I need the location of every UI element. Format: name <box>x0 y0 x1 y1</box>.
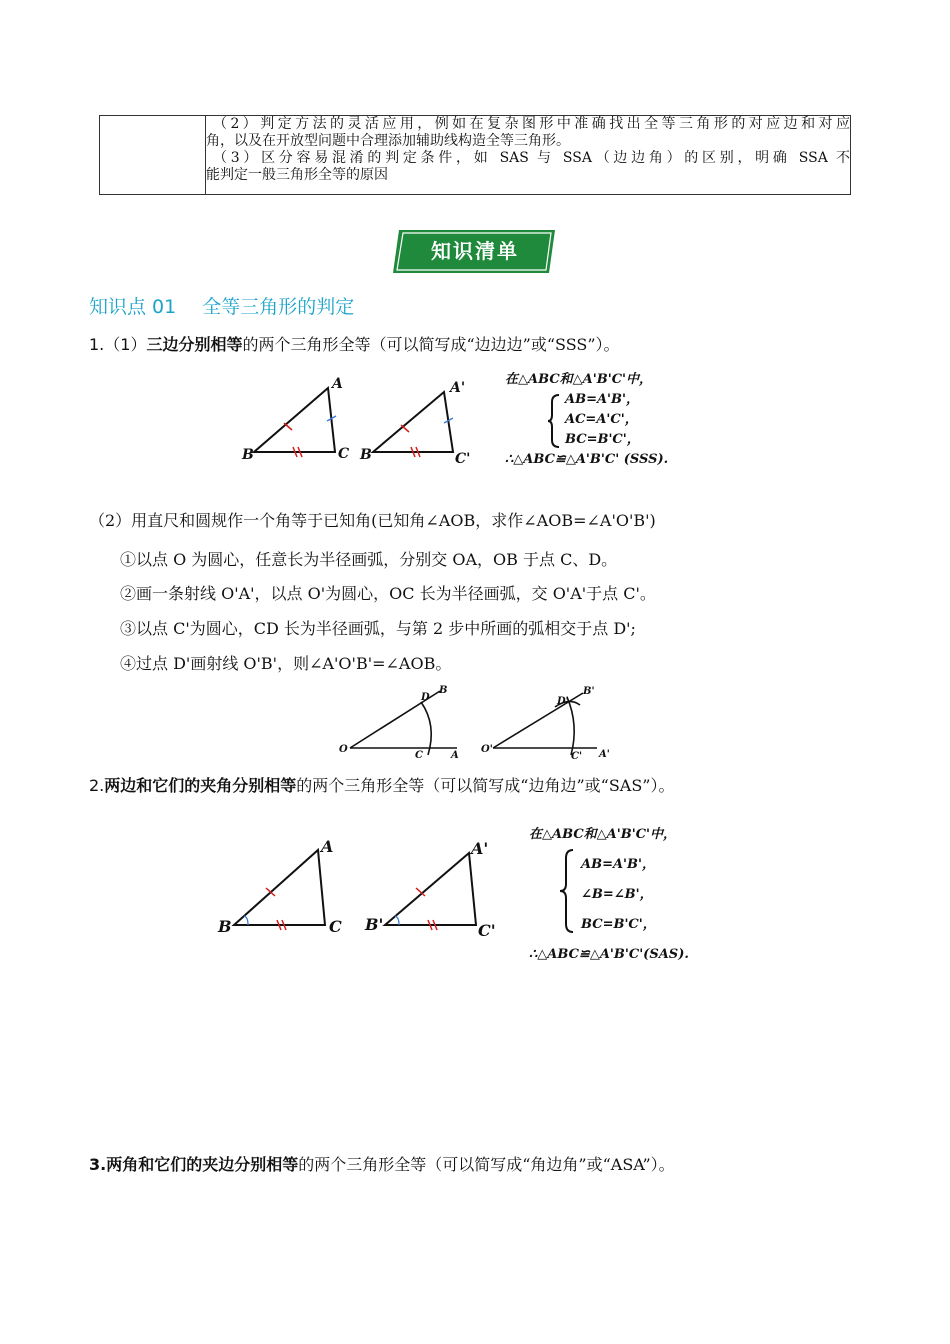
table-line-4: 能判定一般三角形全等的原因 <box>206 167 388 183</box>
sss-proof-line-3: AC=A'C'， <box>565 412 638 427</box>
sss-triangles-figure <box>236 372 486 472</box>
label-o2: O' <box>481 744 493 755</box>
table-line-1: （2）判定方法的灵活应用，例如在复杂图形中准确找出全等三角形的对应边和对应 <box>213 116 850 132</box>
sss-proof-line-5: ∴△ABC≌△A'B'C' (SSS). <box>505 452 669 467</box>
item2-text <box>89 776 674 796</box>
angle-construction-figure <box>335 683 625 763</box>
sas-proof-line-4: BC=B'C'， <box>581 917 656 932</box>
construction-step-3: ③以点 C'为圆心，CD 长为半径画弧，与第 2 步中所画的弧相交于点 D'; <box>120 619 636 638</box>
sss-tick-ab-1 <box>284 423 292 430</box>
sss-brace <box>547 393 561 449</box>
knowledge-list-badge <box>393 229 557 275</box>
section-number: 01 <box>152 296 177 318</box>
sas-label-c: C <box>329 917 342 936</box>
sss-label-c: C <box>338 446 350 462</box>
sss-proof <box>505 370 668 470</box>
sas-label-a2: A' <box>471 839 489 858</box>
sas-angle-b-2 <box>395 916 399 925</box>
label-o: O <box>339 744 348 755</box>
sss-label-a: A <box>332 376 343 392</box>
item3-text <box>89 1155 675 1175</box>
label-c: C <box>415 750 423 761</box>
sas-triangles-figure <box>215 832 505 942</box>
sas-triangle-1 <box>234 850 325 925</box>
label-a: A <box>451 750 459 761</box>
sss-proof-line-4: BC=B'C'， <box>565 432 640 447</box>
sss-label-a2: A' <box>450 380 466 396</box>
sas-proof <box>529 820 689 970</box>
item2-lead: 2. <box>89 776 105 795</box>
construction-step-1: ①以点 O 为圆心，任意长为半径画弧，分别交 OA，OB 于点 C、D。 <box>120 550 618 569</box>
item1-text <box>89 335 620 355</box>
item2-bold: 两边和它们的夹角分别相等 <box>104 776 297 795</box>
item3-rest: 的两个三角形全等（可以简写成“角边角”或“ASA”）。 <box>298 1155 675 1174</box>
section-prefix: 知识点 <box>89 296 147 318</box>
sas-proof-line-5: ∴△ABC≌△A'B'C'(SAS). <box>529 947 689 962</box>
label-d2: D' <box>557 696 569 707</box>
sss-label-b: B <box>242 447 254 463</box>
sas-label-b: B <box>218 917 232 936</box>
construction-step-4: ④过点 D'画射线 O'B'，则∠A'O'B'=∠AOB。 <box>120 654 452 673</box>
label-c2: C' <box>571 751 583 762</box>
table-left-cell <box>100 116 206 195</box>
sss-proof-line-1: 在△ABC和△A'B'C'中， <box>505 372 653 387</box>
sas-triangle-2 <box>385 853 476 925</box>
sss-triangle-2 <box>373 392 453 452</box>
label-b: B <box>439 685 448 696</box>
criteria-table <box>99 115 851 195</box>
section-title <box>89 292 354 319</box>
item1-rest: 的两个三角形全等（可以简写成“边边边”或“SSS”）。 <box>242 335 620 354</box>
item1-bold: 三边分别相等 <box>146 335 243 354</box>
label-d: D <box>421 692 430 703</box>
sss-proof-line-2: AB=A'B'， <box>565 392 640 407</box>
label-b2: B' <box>583 686 595 697</box>
sas-proof-line-2: AB=A'B'， <box>581 857 656 872</box>
item3-bold: 两角和它们的夹边分别相等 <box>106 1155 299 1174</box>
arc-cd <box>421 702 431 755</box>
item1-lead: 1.（1） <box>89 335 147 354</box>
table-right-cell <box>206 116 851 195</box>
table-line-2: 角，以及在开放型问题中合理添加辅助线构造全等三角形。 <box>206 133 570 149</box>
sss-label-c2: C' <box>455 451 471 467</box>
sas-label-c2: C' <box>478 921 496 940</box>
sas-brace <box>558 848 576 934</box>
sss-label-b2: B <box>360 447 372 463</box>
construction-intro: （2）用直尺和圆规作一个角等于已知角(已知角∠AOB，求作∠AOB=∠A'O'B') <box>89 511 656 530</box>
sas-angle-b-1 <box>244 916 248 925</box>
label-a2: A' <box>599 749 610 760</box>
item2-rest: 的两个三角形全等（可以简写成“边角边”或“SAS”）。 <box>296 776 675 795</box>
badge-label: 知识清单 <box>431 239 519 263</box>
section-heading: 全等三角形的判定 <box>202 296 355 318</box>
table-line-3: （3）区分容易混淆的判定条件，如 SAS 与 SSA（边边角）的区别，明确 SSA 不 <box>213 150 850 166</box>
sas-label-a: A <box>321 837 334 856</box>
sss-triangle-1 <box>254 388 335 452</box>
item3-lead: 3. <box>89 1155 107 1174</box>
construction-step-2: ②画一条射线 O'A'，以点 O'为圆心，OC 长为半径画弧，交 O'A'于点 C'。 <box>120 584 656 603</box>
sas-proof-line-1: 在△ABC和△A'B'C'中， <box>529 827 677 842</box>
sas-proof-line-3: ∠B=∠B'， <box>581 887 653 902</box>
sas-label-b2: B' <box>365 915 384 934</box>
